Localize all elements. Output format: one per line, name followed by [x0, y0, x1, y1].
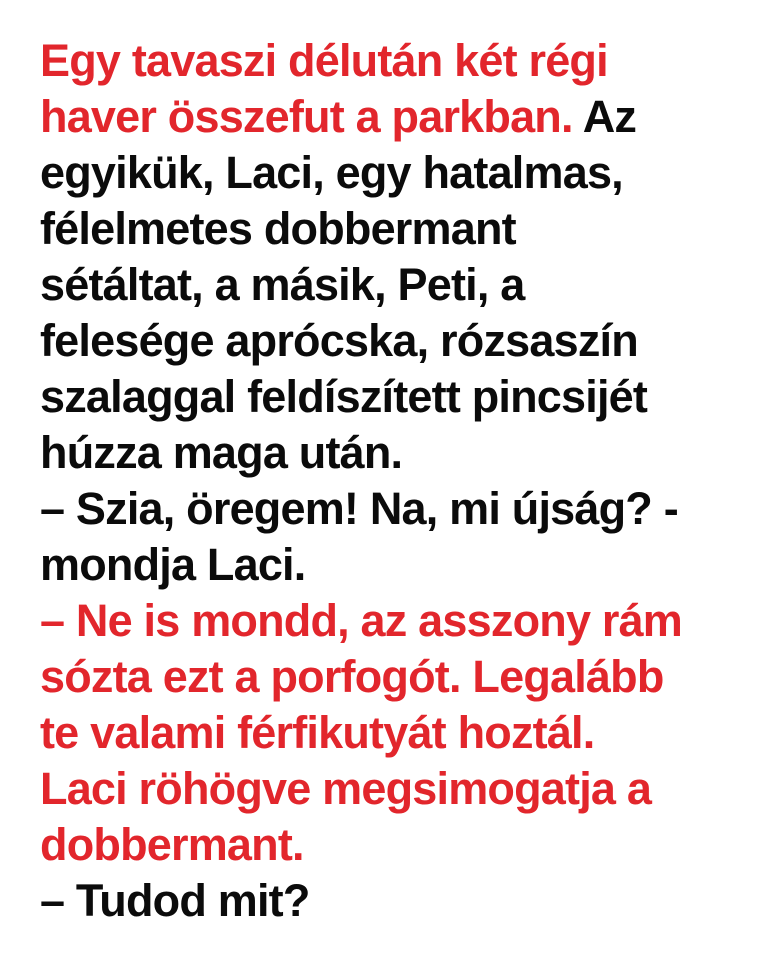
- text-segment: Egy tavaszi délután két régi: [40, 35, 608, 86]
- joke-line: [40, 313, 740, 369]
- text-segment: felesége aprócska, rózsaszín: [40, 315, 638, 366]
- joke-line: [40, 593, 740, 649]
- joke-line: [40, 873, 740, 929]
- joke-line: [40, 649, 740, 705]
- joke-line: [40, 145, 740, 201]
- text-segment: haver összefut a parkban.: [40, 91, 573, 142]
- text-segment: – Szia, öregem! Na, mi újság? -: [40, 483, 678, 534]
- text-segment: húzza maga után.: [40, 427, 403, 478]
- text-segment: sétáltat, a másik, Peti, a: [40, 259, 525, 310]
- text-segment: Laci röhögve megsimogatja a: [40, 763, 652, 814]
- joke-line: [40, 89, 740, 145]
- text-segment: egyikük, Laci, egy hatalmas,: [40, 147, 623, 198]
- joke-line: [40, 369, 740, 425]
- text-segment: – Ne is mondd, az asszony rám: [40, 595, 683, 646]
- text-segment: mondja Laci.: [40, 539, 306, 590]
- text-segment: te valami férfikutyát hoztál.: [40, 707, 595, 758]
- joke-line: [40, 201, 740, 257]
- text-segment: Az: [572, 91, 637, 142]
- joke-line: [40, 481, 740, 537]
- text-segment: sózta ezt a porfogót. Legalább: [40, 651, 664, 702]
- joke-line: [40, 33, 740, 89]
- joke-line: [40, 257, 740, 313]
- joke-line: [40, 425, 740, 481]
- joke-line: [40, 761, 740, 817]
- joke-text-block: [40, 33, 740, 929]
- text-segment: dobbermant.: [40, 819, 304, 870]
- joke-line: [40, 817, 740, 873]
- text-segment: – Tudod mit?: [40, 875, 310, 926]
- text-segment: szalaggal feldíszített pincsijét: [40, 371, 648, 422]
- joke-line: [40, 705, 740, 761]
- text-segment: félelmetes dobbermant: [40, 203, 516, 254]
- joke-line: [40, 537, 740, 593]
